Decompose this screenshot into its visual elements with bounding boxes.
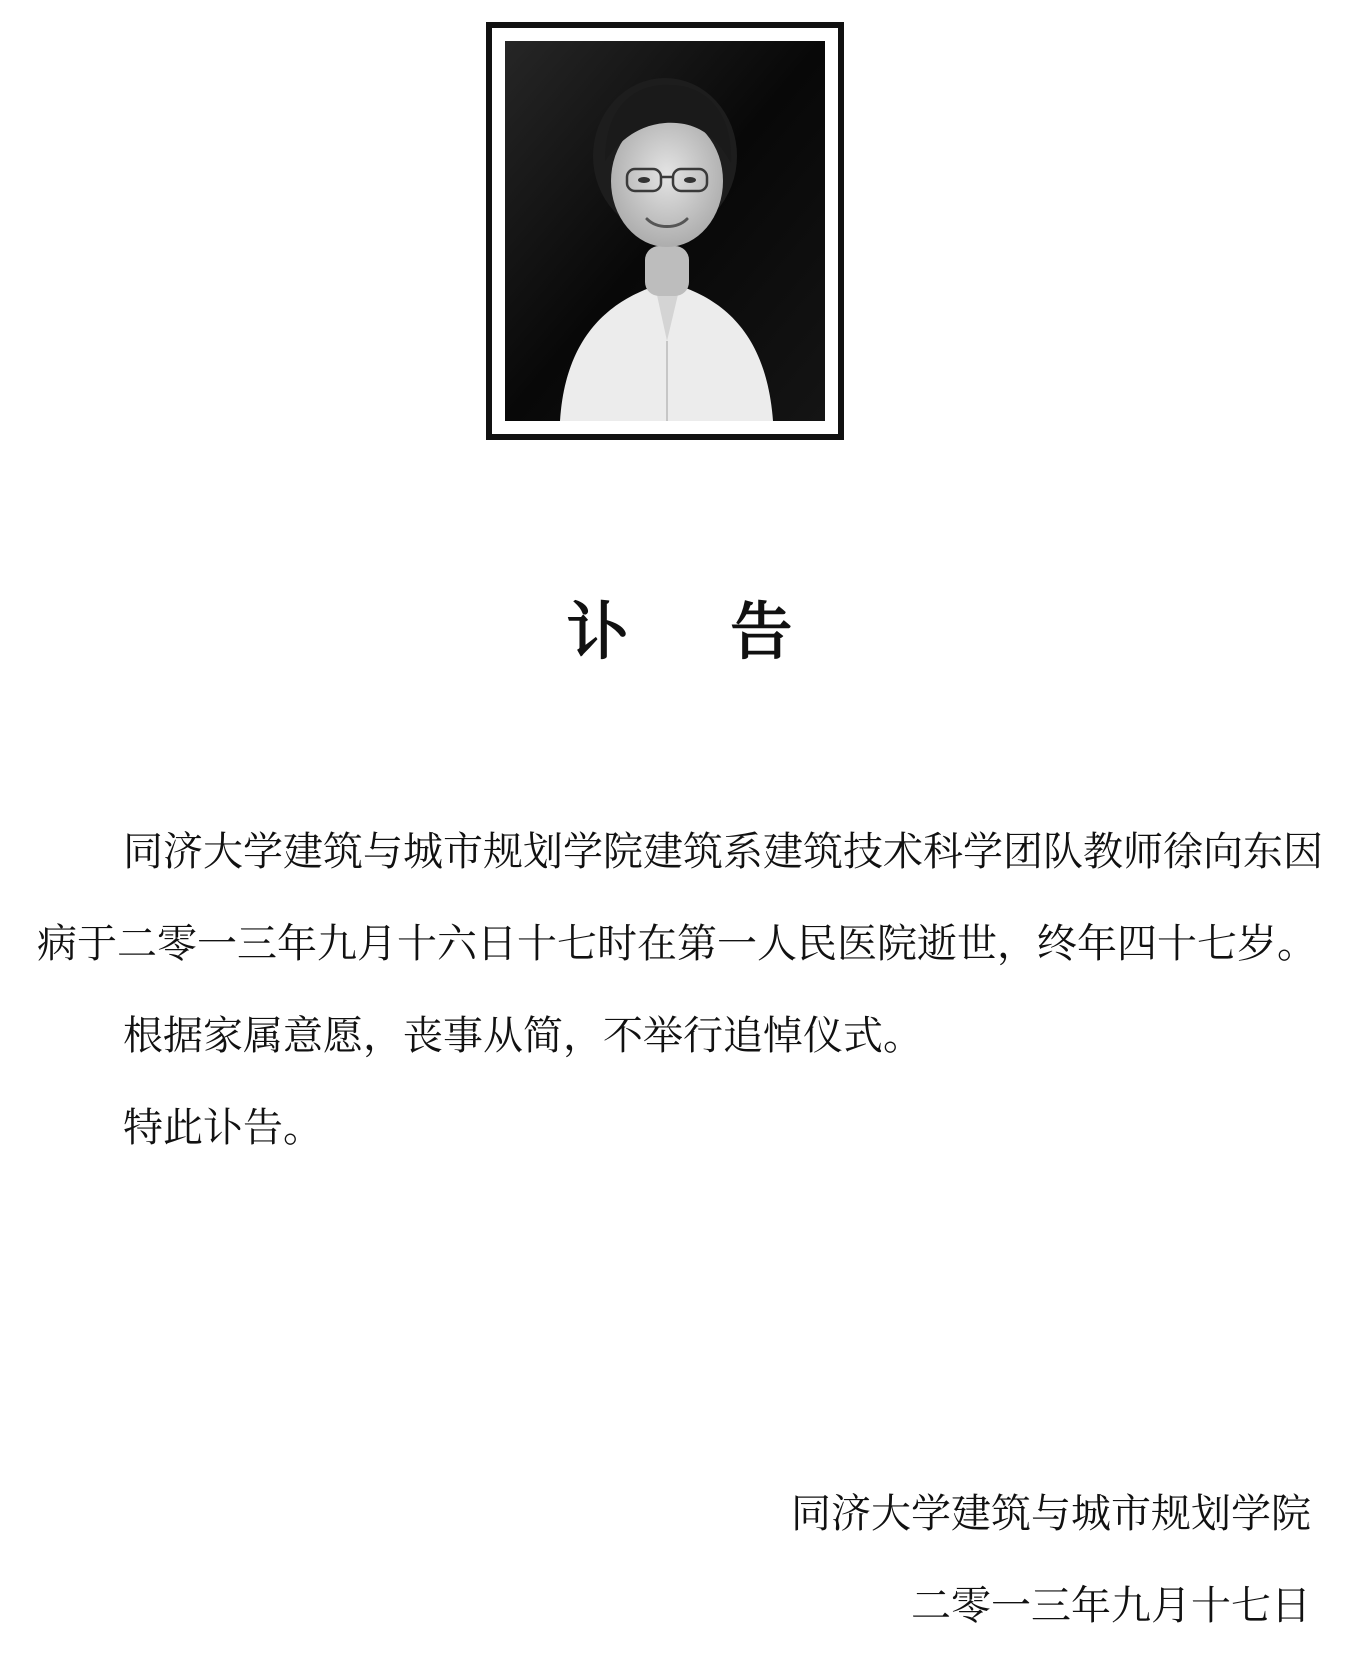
notice-paragraph-arrangements: 根据家属意愿，丧事从简，不举行追悼仪式。 xyxy=(123,1013,923,1059)
portrait-frame xyxy=(486,22,844,440)
notice-body xyxy=(37,806,1327,1174)
notice-paragraph-closing: 特此讣告。 xyxy=(123,1105,323,1151)
notice-title: 讣 告 xyxy=(566,595,833,668)
signature-block xyxy=(791,1468,1311,1652)
signature-date: 二零一三年九月十七日 xyxy=(911,1583,1311,1629)
signature-organization: 同济大学建筑与城市规划学院 xyxy=(791,1491,1311,1537)
portrait-illustration xyxy=(505,41,825,421)
notice-paragraph-announcement: 同济大学建筑与城市规划学院建筑系建筑技术科学团队教师徐向东因病于二零一三年九月十六日十七时在第一人民医院逝世，终年四十七岁。 xyxy=(37,829,1323,967)
portrait-photo-icon xyxy=(505,41,825,421)
